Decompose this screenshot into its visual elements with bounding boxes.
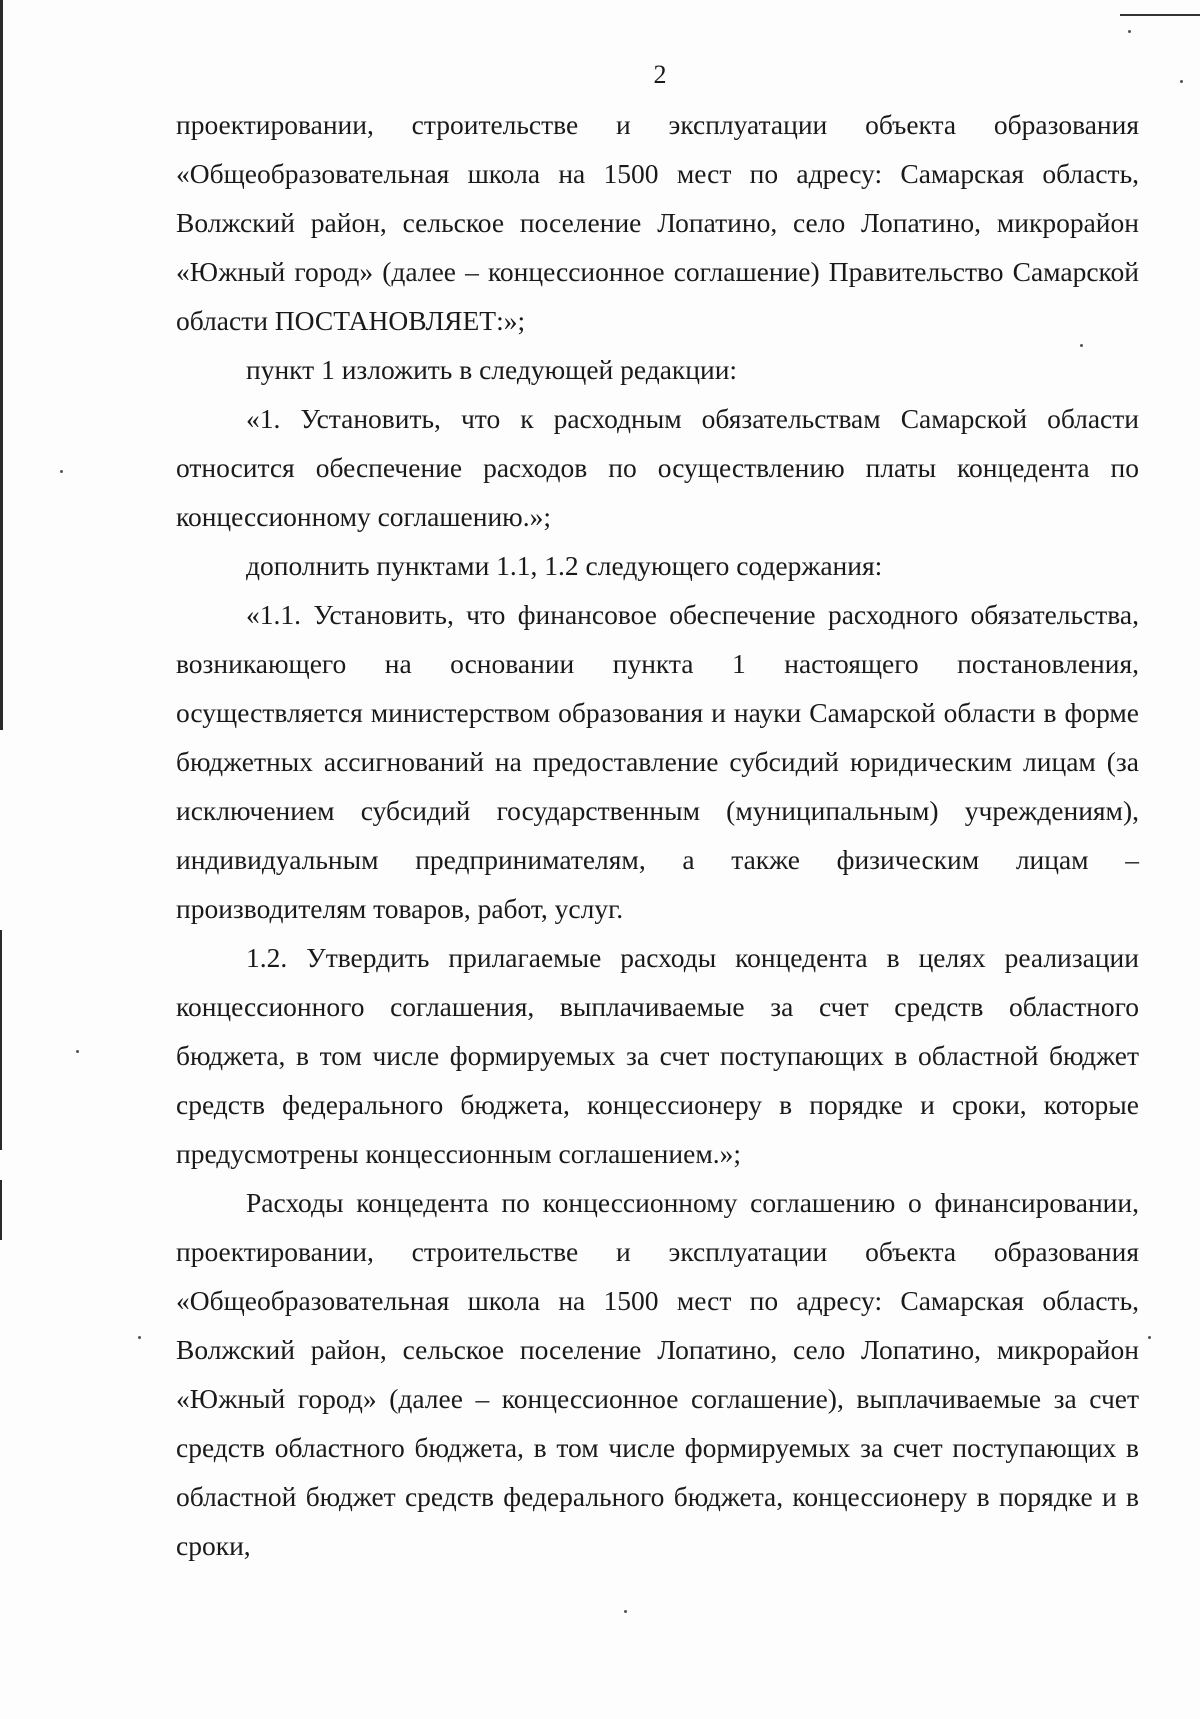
scan-edge-mark — [0, 0, 3, 730]
paragraph-point-1: «1. Установить, что к расходным обязательствам Самарской области относится обеспечение расходов по осуществлению платы концедента по концессионному соглашению.»; — [176, 403, 1139, 532]
scan-speck — [60, 470, 63, 473]
scan-speck — [624, 1610, 627, 1613]
paragraph-expenses: Расходы концедента по концессионному соглашению о финансировании, проектировании, строительстве и эксплуатации объекта образования «Общеобразовательная школа на 1500 мест по адресу: Самарская область, Волжский район, сельское поселение Лопатино, село Лопатино, микрорайон «Южный город» (далее – концессионное соглашение), выплачиваемые за счет средств областного бюджета, в том числе формируемых за счет поступающих в областной бюджет средств федерального бюджета, концессионеру в порядке и в сроки, — [176, 1187, 1139, 1561]
paragraph-point-1-1: «1.1. Установить, что финансовое обеспечение расходного обязательства, возникающего на основании пункта 1 настоящего постановления, осуществляется министерством образования и науки Самарской области в форме бюджетных ассигнований на предоставление субсидий юридическим лицам (за исключением субсидий государственным (муниципальным) учреждениям), индивидуальным предпринимателям, а также физическим лицам – производителям товаров, работ, услуг. — [176, 599, 1139, 924]
page-number: 2 — [653, 60, 667, 89]
scan-edge-mark — [0, 930, 2, 1150]
scan-speck — [1148, 1336, 1151, 1339]
paragraph-point-1-2: 1.2. Утвердить прилагаемые расходы концедента в целях реализации концессионного соглашения, выплачиваемые за счет средств областного бюджета, в том числе формируемых за счет поступающих в областной бюджет средств федерального бюджета, концессионеру в порядке и сроки, которые предусмотрены концессионным соглашением.»; — [176, 942, 1139, 1169]
scan-edge-mark — [0, 1180, 2, 1240]
paragraph-continuation: проектировании, строительстве и эксплуатации объекта образования «Общеобразовательная школа на 1500 мест по адресу: Самарская область, Волжский район, сельское поселение Лопатино, село Лопатино, микрорайон «Южный город» (далее – концессионное соглашение) Правительство Самарской области ПОСТАНОВЛЯЕТ:»; — [176, 109, 1139, 336]
document-body — [176, 100, 1139, 1570]
scan-corner-line — [1120, 14, 1200, 16]
paragraph-add-points: дополнить пунктами 1.1, 1.2 следующего содержания: — [246, 550, 883, 581]
scan-speck — [1128, 30, 1131, 33]
scan-speck — [138, 1336, 141, 1339]
paragraph-amend-point-1: пункт 1 изложить в следующей редакции: — [246, 354, 738, 385]
scan-speck — [76, 1050, 79, 1053]
